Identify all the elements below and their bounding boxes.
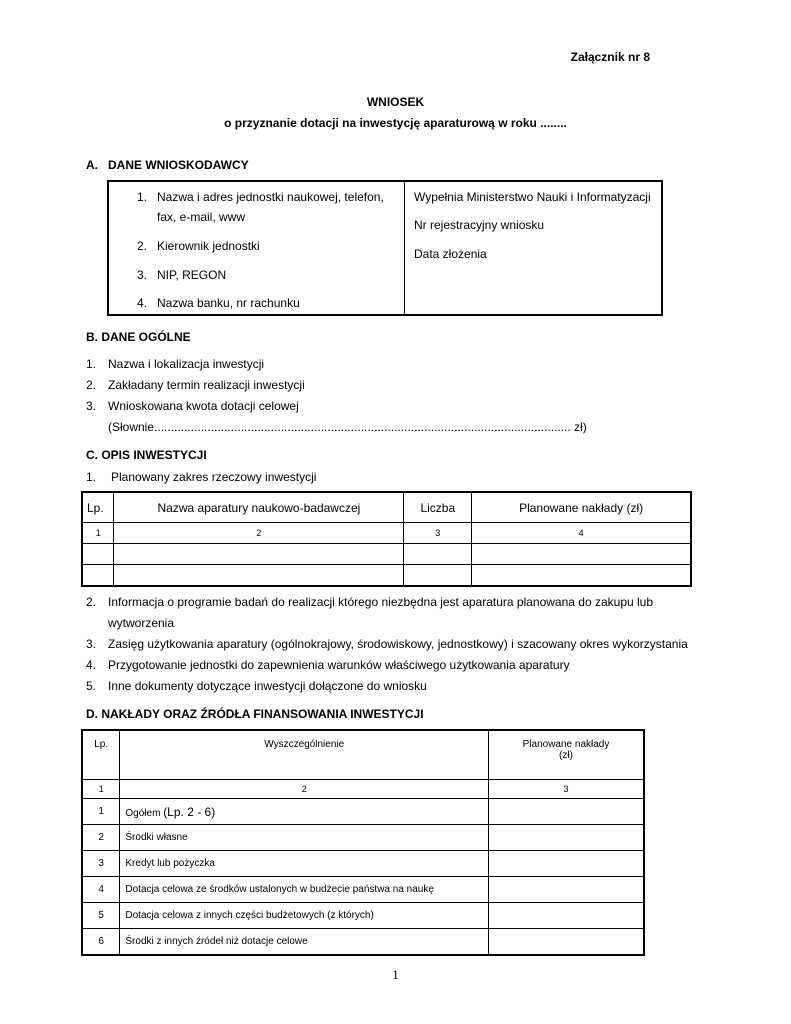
item-text: Inne dokumenty dotyczące inwestycji dołączone do wniosku — [108, 679, 427, 693]
table-row — [82, 565, 691, 587]
field-number: 4. — [137, 296, 148, 310]
item-text: wytworzenia — [108, 616, 175, 630]
section-a-heading: A. DANE WNIOSKODAWCY — [86, 158, 249, 172]
row-description — [120, 799, 489, 825]
col-header-equipment-name: Nazwa aparatury naukowo-badawczej — [114, 492, 404, 523]
table-cell[interactable] — [404, 565, 472, 587]
item-text: Wnioskowana kwota dotacji celowej — [108, 399, 299, 413]
table-cell[interactable] — [114, 544, 404, 565]
col-header-planned-cost: Planowane nakłady (zł) — [472, 492, 691, 523]
field-number: 3. — [137, 268, 148, 282]
item-number: 5. — [86, 679, 97, 693]
col-header-planned-cost — [489, 730, 645, 780]
table-row — [82, 544, 691, 565]
row-number: 6 — [82, 929, 120, 956]
field-label: NIP, REGON — [157, 268, 227, 282]
registration-number-field: Nr rejestracyjny wniosku — [414, 218, 545, 232]
planned-cost-label: Planowane nakłady — [522, 739, 610, 750]
item-number: 3. — [86, 399, 97, 413]
row-amount-cell[interactable] — [489, 851, 645, 877]
table-number-row — [82, 523, 691, 544]
field-label: Nazwa banku, nr rachunku — [157, 296, 300, 310]
table-row — [82, 877, 644, 903]
row-number: 3 — [82, 851, 120, 877]
field-label: fax, e-mail, www — [157, 210, 246, 224]
table-cell[interactable] — [82, 544, 114, 565]
table-cell[interactable] — [472, 565, 691, 587]
row-amount-cell[interactable] — [489, 903, 645, 929]
col-number: 2 — [114, 523, 404, 544]
col-header-lp: Lp. — [82, 492, 114, 523]
row-description-note: (Lp. 2 - 6) — [163, 804, 216, 819]
section-c-heading: C. OPIS INWESTYCJI — [86, 448, 207, 462]
table-cell[interactable] — [472, 544, 691, 565]
table-row-total — [82, 799, 644, 825]
item-text: Przygotowanie jednostki do zapewnienia warunków właściwego użytkowania aparatury — [108, 658, 570, 672]
col-number: 3 — [489, 780, 645, 799]
col-number: 2 — [120, 780, 489, 799]
row-number: 5 — [82, 903, 120, 929]
item-number: 1. — [86, 357, 97, 371]
section-b-heading: B. DANE OGÓLNE — [86, 330, 191, 344]
row-description: Dotacja celowa z innych części budżetowych (z których) — [120, 903, 489, 929]
amount-in-words-line: (Słownie............................................................................................................................. zł) — [108, 420, 587, 434]
table-cell[interactable] — [114, 565, 404, 587]
annex-label: Załącznik nr 8 — [570, 50, 650, 64]
field-label: Kierownik jednostki — [157, 239, 260, 253]
col-number: 4 — [472, 523, 691, 544]
funding-table — [81, 729, 645, 956]
item-number: 2. — [86, 595, 97, 609]
row-description: Dotacja celowa ze środków ustalonych w budżecie państwa na naukę — [120, 877, 489, 903]
submission-date-field: Data złożenia — [414, 247, 487, 261]
table-cell[interactable] — [82, 565, 114, 587]
row-number: 2 — [82, 825, 120, 851]
table-cell[interactable] — [404, 544, 472, 565]
table-header-row — [82, 492, 691, 523]
ministry-note: Wypełnia Ministerstwo Nauki i Informatyzacji — [414, 190, 651, 204]
item-number: 3. — [86, 637, 97, 651]
item-text: Zasięg użytkowania aparatury (ogólnokrajowy, środowiskowy, jednostkowy) i szacowany okres wykorzystania — [108, 637, 688, 651]
table-row — [82, 929, 644, 956]
row-description: Środki własne — [120, 825, 489, 851]
col-number: 1 — [82, 523, 114, 544]
row-amount-cell[interactable] — [489, 929, 645, 956]
field-number: 1. — [137, 190, 148, 204]
page-number: 1 — [392, 967, 399, 982]
equipment-table — [81, 491, 692, 587]
row-amount-cell[interactable] — [489, 799, 645, 825]
item-text: Zakładany termin realizacji inwestycji — [108, 378, 305, 392]
row-description: Kredyt lub pożyczka — [120, 851, 489, 877]
table-row — [82, 825, 644, 851]
row-number: 4 — [82, 877, 120, 903]
col-header-specification: Wyszczególnienie — [120, 730, 489, 780]
field-number: 2. — [137, 239, 148, 253]
row-description: Środki z innych źródeł niż dotacje celowe — [120, 929, 489, 956]
field-label: Nazwa i adres jednostki naukowej, telefon, — [157, 190, 384, 204]
item-number: 4. — [86, 658, 97, 672]
table-number-row — [82, 780, 644, 799]
planned-cost-unit: (zł) — [559, 750, 573, 761]
item-number: 1. — [86, 470, 97, 484]
table-row — [82, 903, 644, 929]
col-number: 1 — [82, 780, 120, 799]
row-description-text: Ogółem — [125, 807, 164, 819]
item-text: Nazwa i lokalizacja inwestycji — [108, 357, 265, 371]
row-amount-cell[interactable] — [489, 825, 645, 851]
row-number: 1 — [82, 799, 120, 825]
table-row — [82, 851, 644, 877]
document-title: WNIOSEK — [366, 95, 425, 109]
row-amount-cell[interactable] — [489, 877, 645, 903]
section-d-heading: D. NAKŁADY ORAZ ŹRÓDŁA FINANSOWANIA INWESTYCJI — [86, 707, 424, 721]
col-number: 3 — [404, 523, 472, 544]
table-header-row — [82, 730, 644, 780]
item-text: Informacja o programie badań do realizacji którego niezbędna jest aparatura planowana do zakupu lub — [108, 595, 654, 609]
applicant-data-box — [107, 180, 663, 316]
item-text: Planowany zakres rzeczowy inwestycji — [111, 470, 317, 484]
col-header-quantity: Liczba — [404, 492, 472, 523]
col-header-lp: Lp. — [82, 730, 120, 780]
item-number: 2. — [86, 378, 97, 392]
document-subtitle: o przyznanie dotacji na inwestycję aparaturową w roku ........ — [224, 116, 567, 130]
box-divider — [404, 182, 405, 314]
